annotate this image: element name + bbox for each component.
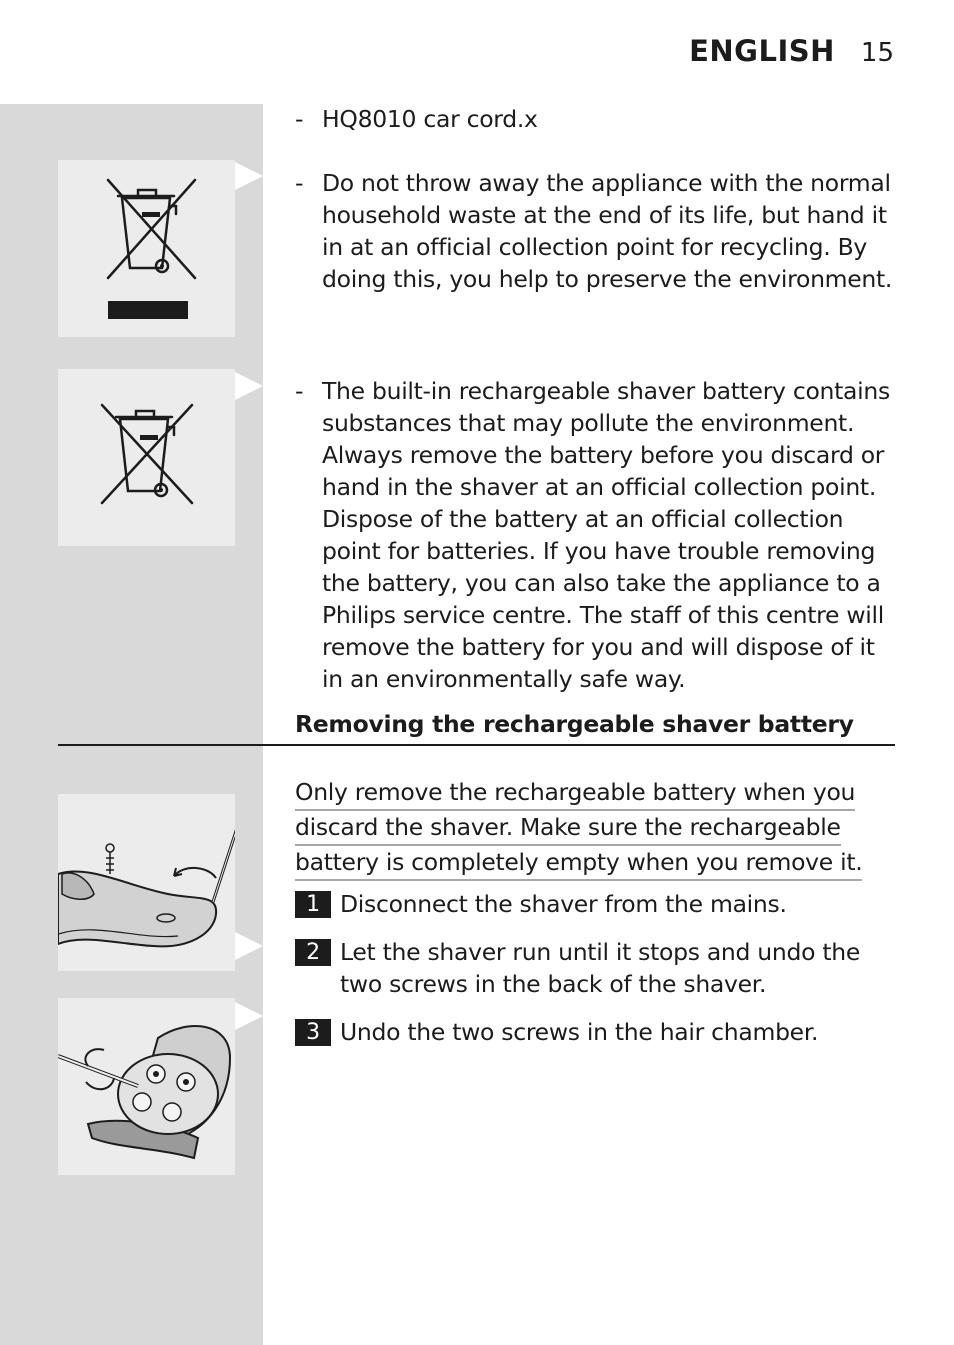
step-text: Disconnect the shaver from the mains. [340, 890, 787, 918]
crossed-out-wheelie-bin-icon [58, 369, 235, 546]
figure-weee-bin [58, 160, 235, 337]
step-number: 2 [295, 939, 331, 966]
bullet-dash: - [295, 169, 304, 197]
figure-battery-bin [58, 369, 235, 546]
language-heading: ENGLISH [689, 34, 835, 68]
warning-line: battery is completely empty when you remove it. [295, 846, 862, 881]
shaver-back-screws-illustration [58, 794, 235, 971]
figure-pointer [235, 1002, 263, 1030]
crossed-out-wheelie-bin-icon [58, 160, 235, 337]
step-number: 3 [295, 1019, 331, 1046]
bullet-dash: - [295, 105, 304, 133]
warning-line: discard the shaver. Make sure the rechargeable [295, 811, 841, 846]
bullet-text: Do not throw away the appliance with the normal household waste at the end of its life, but hand it in at an official collection point for recycling. By doing this, you help to preserve the environment. [322, 169, 893, 293]
step-2 [295, 936, 895, 1000]
page-number: 15 [860, 38, 894, 68]
step-number: 1 [295, 891, 331, 918]
step-text: Undo the two screws in the hair chamber. [340, 1018, 819, 1046]
step-text: Let the shaver run until it stops and undo the two screws in the back of the shaver. [340, 938, 861, 998]
bullet-car-cord [295, 103, 895, 135]
hair-chamber-screws-illustration [58, 998, 235, 1175]
page-header [689, 34, 894, 68]
figure-pointer [235, 162, 263, 190]
step-1 [295, 888, 895, 920]
figure-shaver-back [58, 794, 235, 971]
bullet-disposal [295, 167, 895, 295]
figure-pointer [235, 372, 263, 400]
bullet-battery-disposal [295, 375, 895, 695]
bullet-dash: - [295, 377, 304, 405]
figure-pointer [235, 932, 263, 960]
bullet-text: HQ8010 car cord.x [322, 105, 538, 133]
bullet-text: The built-in rechargeable shaver battery contains substances that may pollute the environment. Always remove the battery before you discard or hand in the shaver at an official collection point. Dispose of the battery at an official collection point for batteries. If you have trouble removing the battery, you can also take the appliance to a Philips service centre. The staff of this centre will remove the battery for you and will dispose of it in an environmentally safe way. [322, 377, 890, 693]
step-3 [295, 1016, 895, 1048]
warning-line: Only remove the rechargeable battery when you [295, 776, 855, 811]
section-title: Removing the rechargeable shaver battery [295, 710, 854, 738]
warning-note [295, 776, 895, 881]
section-rule [58, 744, 895, 746]
figure-hair-chamber [58, 998, 235, 1175]
